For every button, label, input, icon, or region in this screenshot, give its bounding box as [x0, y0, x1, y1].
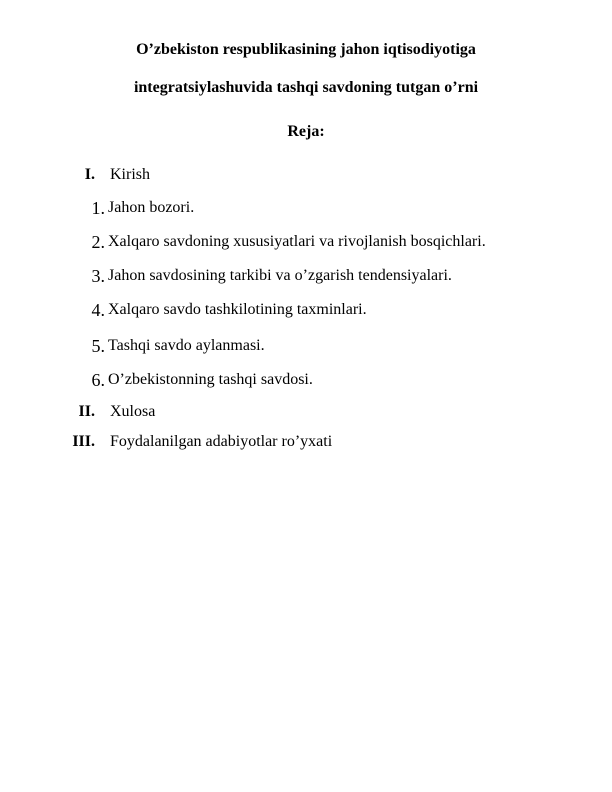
- document-title-line-1: O’zbekiston respublikasining jahon iqtisodiyotiga: [136, 41, 476, 58]
- subitem-number: 4.: [91, 300, 105, 320]
- subitem-number: 2.: [91, 232, 105, 252]
- plan-heading: Reja:: [287, 123, 325, 140]
- section-label: Kirish: [110, 166, 150, 183]
- section-numeral: I.: [84, 166, 95, 183]
- section-numeral: II.: [78, 403, 95, 420]
- section-label: Foydalanilgan adabiyotlar ro’yxati: [110, 433, 333, 450]
- subitem-label: Xalqaro savdo tashkilotining taxminlari.: [108, 301, 367, 318]
- subitem-number: 6.: [91, 370, 105, 390]
- document-title-line-2: integratsiylashuvida tashqi savdoning tutgan o’rni: [133, 79, 479, 96]
- subitem-label: Tashqi savdo aylanmasi.: [108, 337, 265, 354]
- subitem-label: O’zbekistonning tashqi savdosi.: [108, 371, 313, 388]
- section-label: Xulosa: [110, 403, 156, 420]
- subitem-label: Jahon bozori.: [108, 199, 195, 216]
- subitem-number: 1.: [91, 198, 105, 218]
- subitem-number: 5.: [91, 336, 105, 356]
- section-numeral: III.: [72, 433, 95, 450]
- subitem-label: Jahon savdosining tarkibi va o’zgarish tendensiyalari.: [108, 267, 452, 284]
- subitem-label: Xalqaro savdoning xususiyatlari va rivojlanish bosqichlari.: [108, 233, 486, 250]
- subitem-number: 3.: [91, 266, 105, 286]
